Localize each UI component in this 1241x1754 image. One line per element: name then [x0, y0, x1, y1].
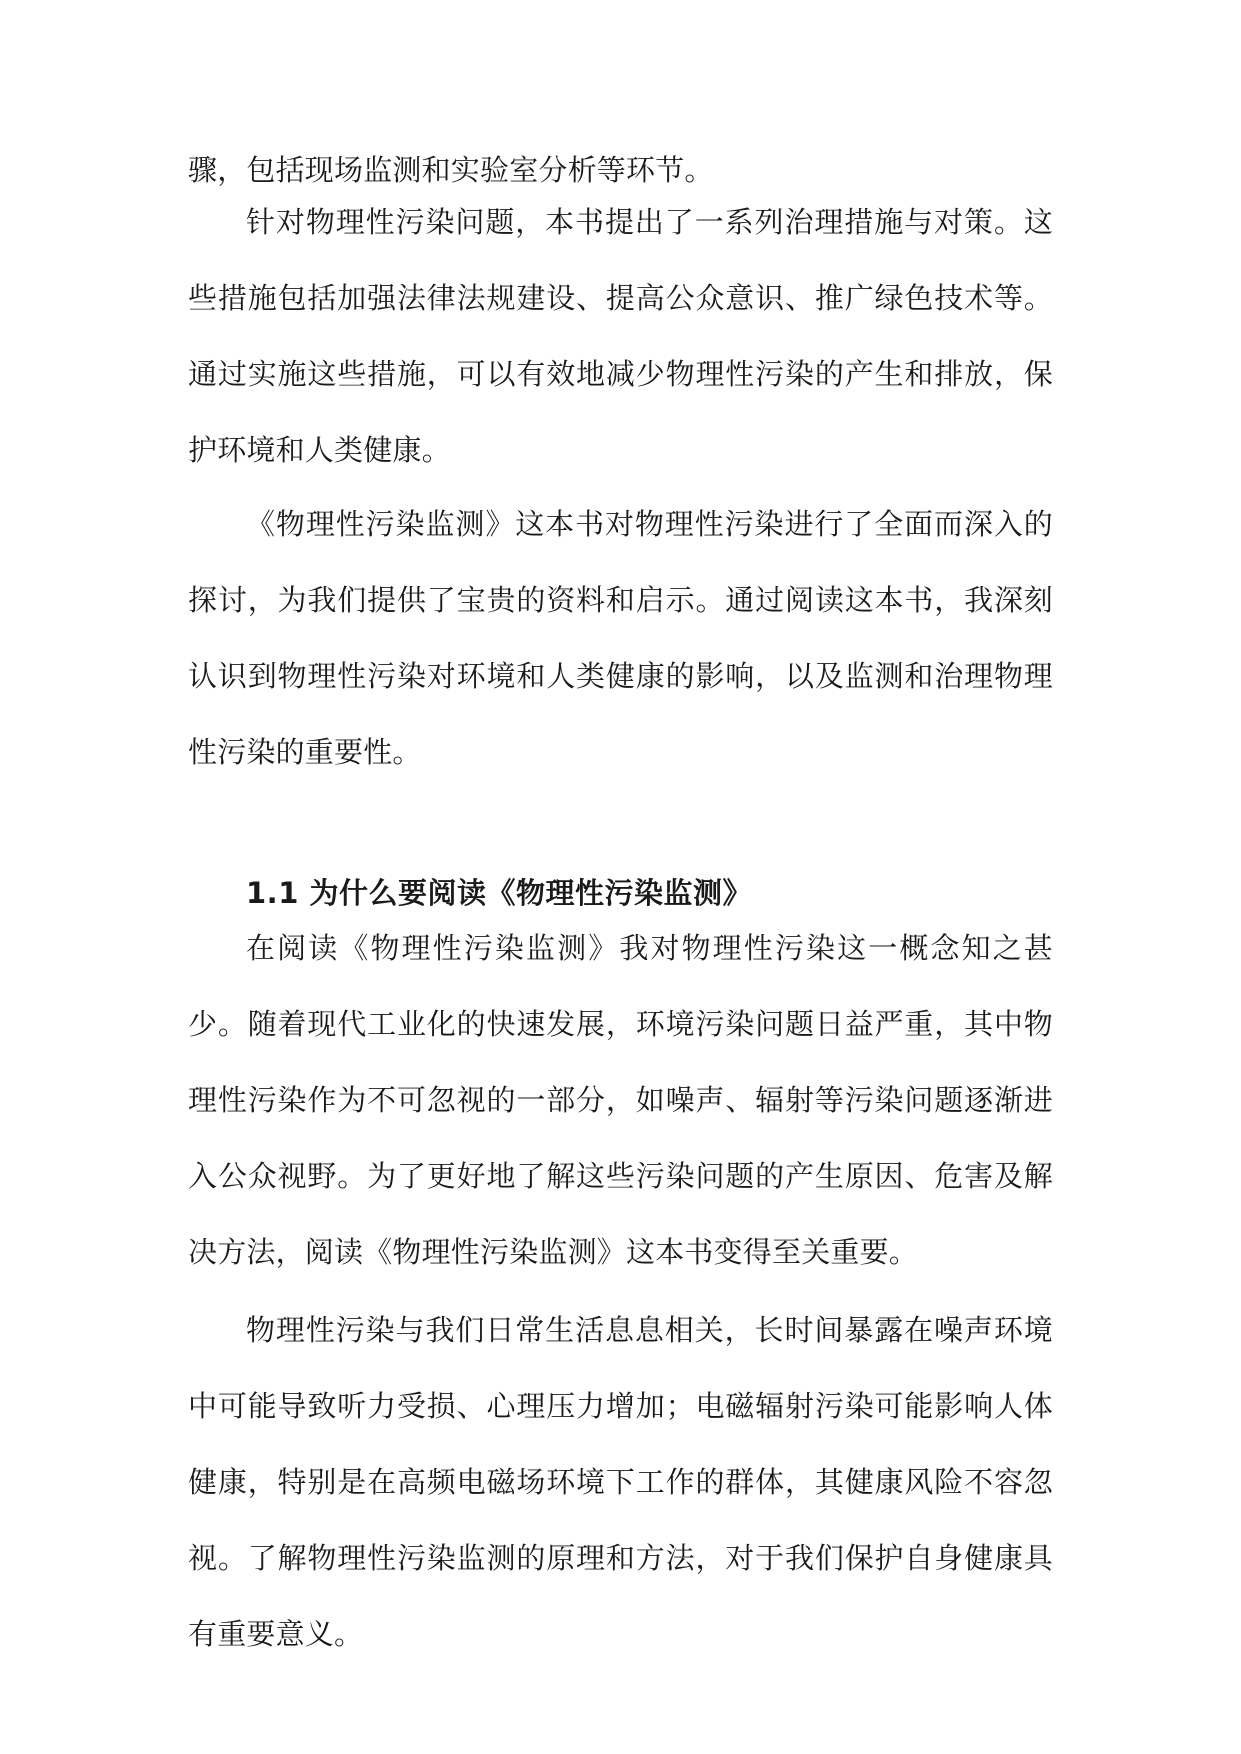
section-heading: 1.1 为什么要阅读《物理性污染监测》	[246, 876, 752, 910]
paragraph-continuation: 骤，包括现场监测和实验室分析等环节。	[188, 153, 714, 187]
paragraph-book-summary: 《物理性污染监测》这本书对物理性污染进行了全面而深入的探讨，为我们提供了宝贵的资料和启示。通过阅读这本书，我深刻认识到物理性污染对环境和人类健康的影响，以及监测和治理物理性污染的重要性。	[188, 507, 1053, 769]
paragraph-countermeasures: 针对物理性污染问题，本书提出了一系列治理措施与对策。这些措施包括加强法律法规建设、提高公众意识、推广绿色技术等。通过实施这些措施，可以有效地减少物理性污染的产生和排放，保护环境和人类健康。	[188, 205, 1053, 467]
paragraph-daily-life-impact: 物理性污染与我们日常生活息息相关，长时间暴露在噪声环境中可能导致听力受损、心理压力增加；电磁辐射污染可能影响人体健康，特别是在高频电磁场环境下工作的群体，其健康风险不容忽视。了解物理性污染监测的原理和方法，对于我们保护自身健康具有重要意义。	[188, 1313, 1053, 1651]
paragraph-why-read: 在阅读《物理性污染监测》我对物理性污染这一概念知之甚少。随着现代工业化的快速发展，环境污染问题日益严重，其中物理性污染作为不可忽视的一部分，如噪声、辐射等污染问题逐渐进入公众视野。为了更好地了解这些污染问题的产生原因、危害及解决方法，阅读《物理性污染监测》这本书变得至关重要。	[188, 931, 1053, 1269]
